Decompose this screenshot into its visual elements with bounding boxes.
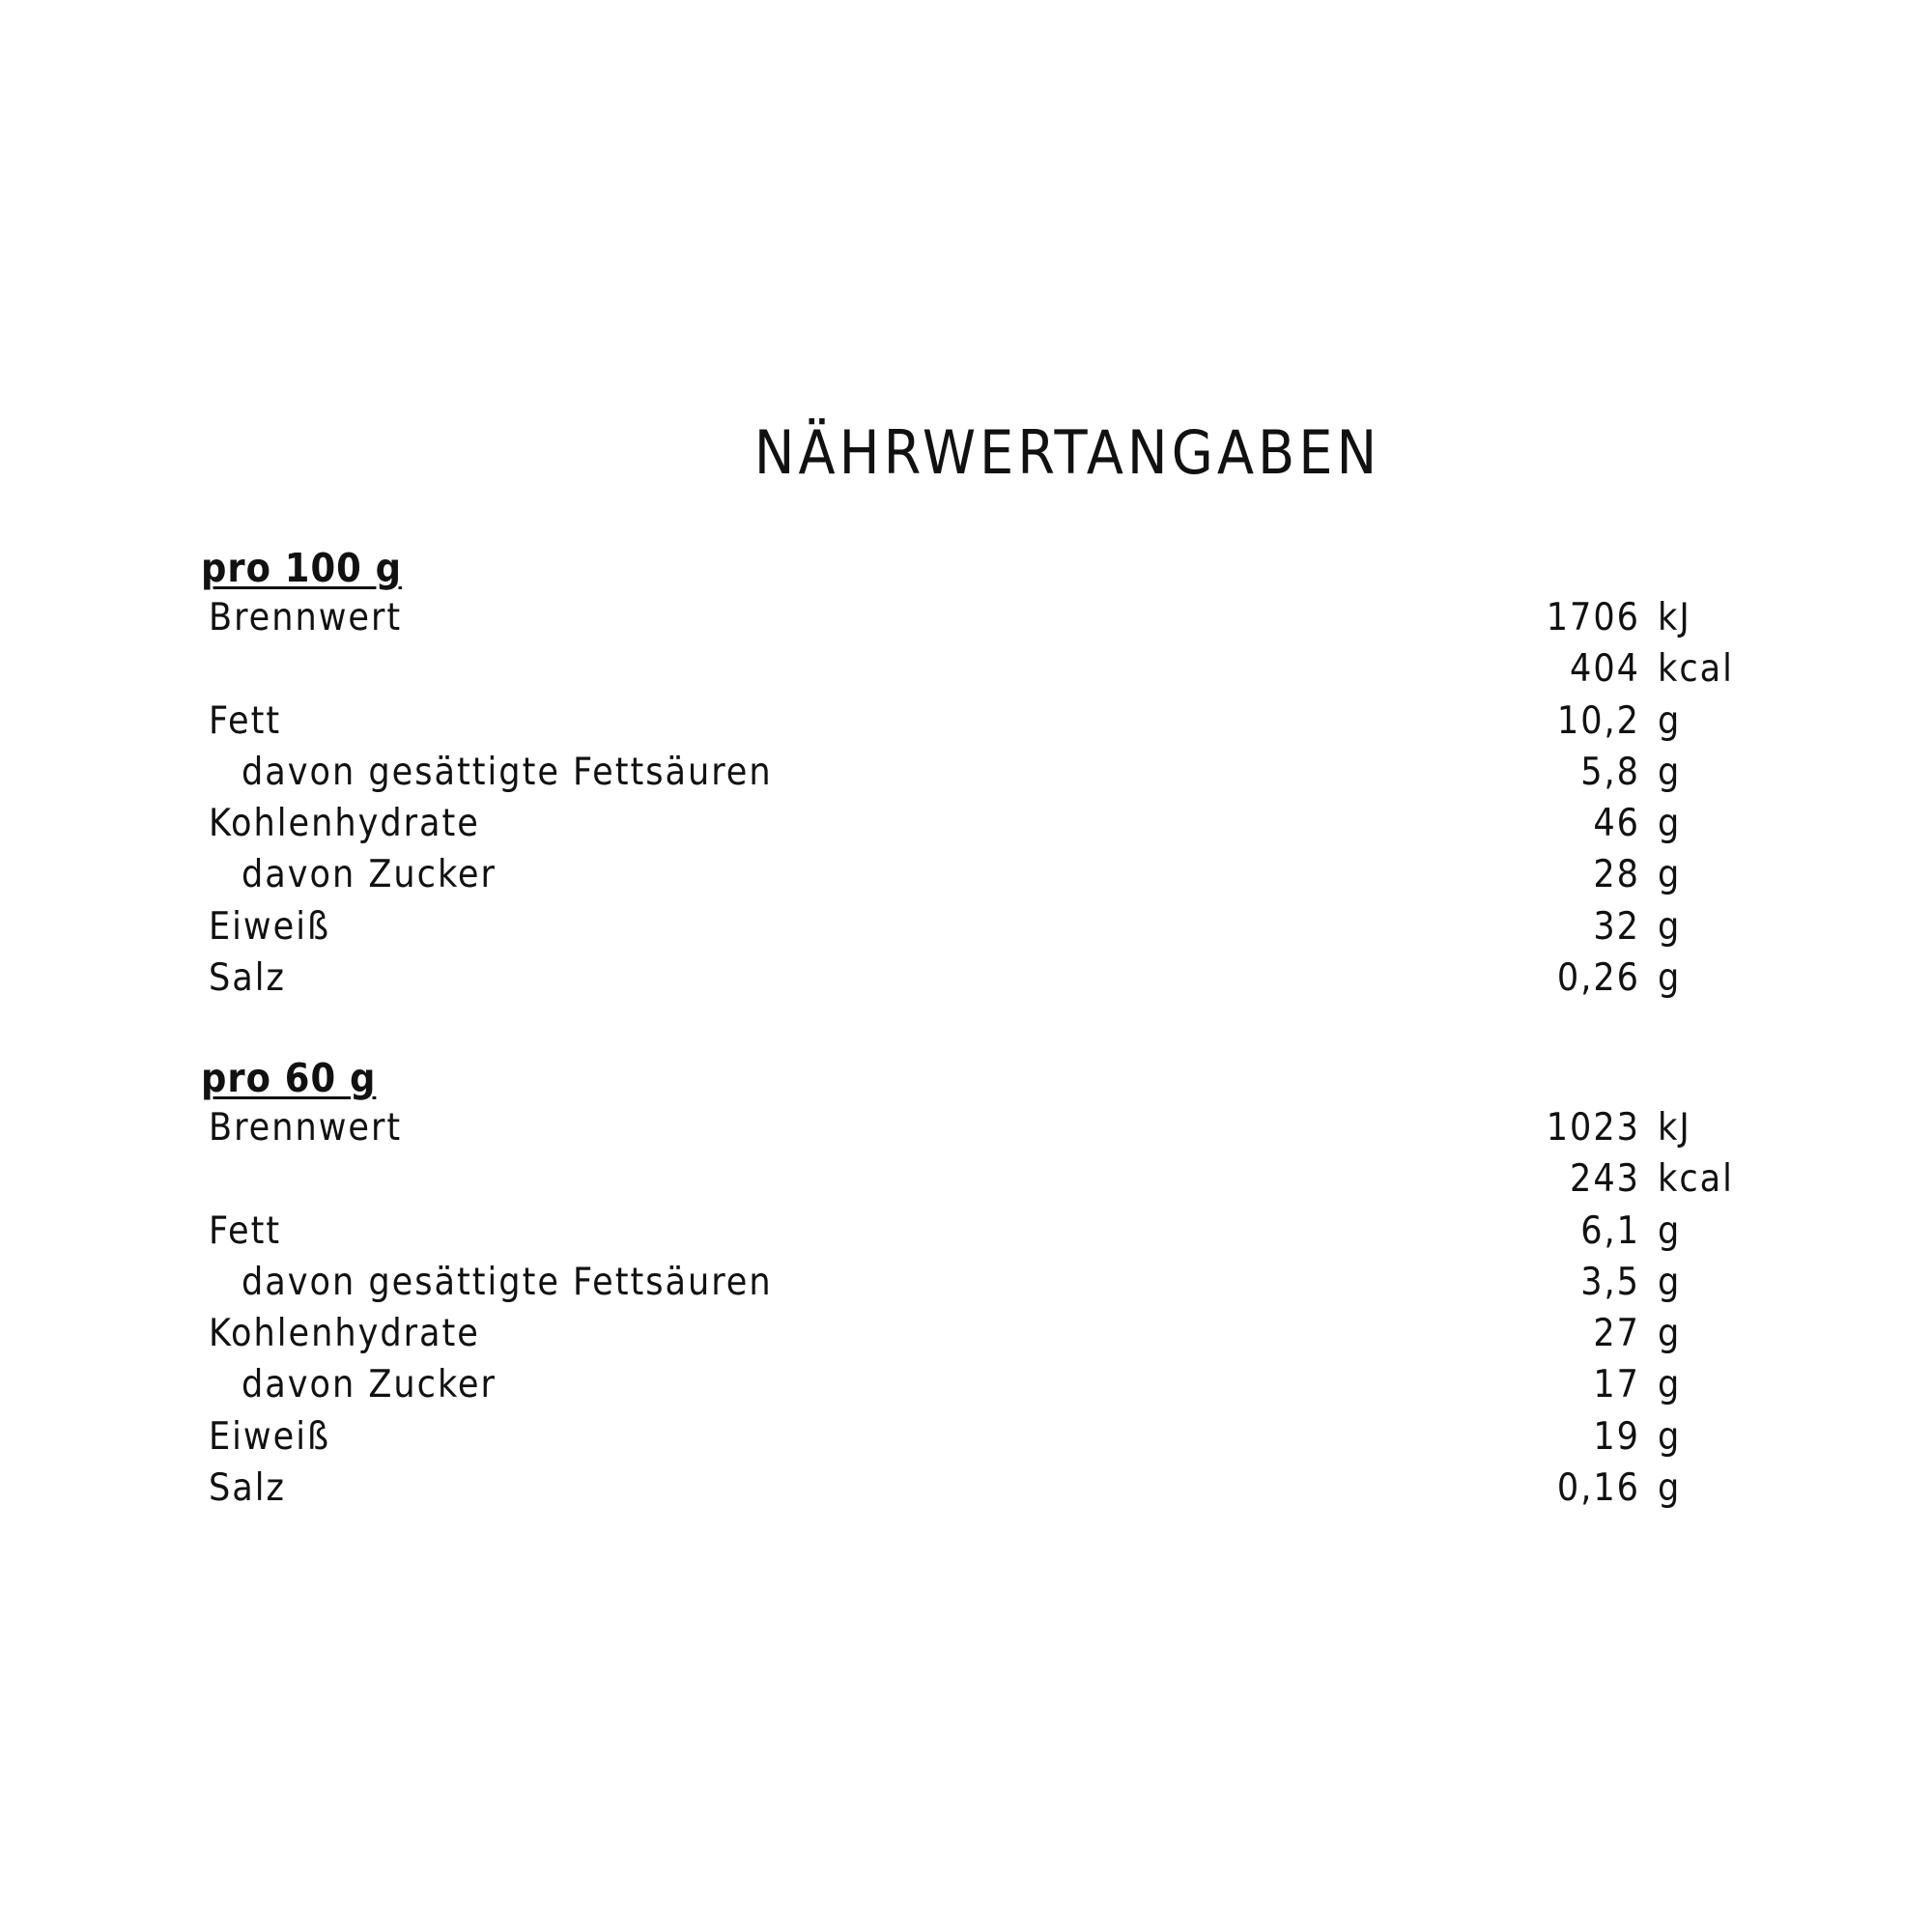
- row-label: Brennwert: [209, 1106, 403, 1150]
- nutrition-row-saturated-fat: [201, 1257, 1747, 1308]
- row-unit: g: [1658, 1312, 1682, 1356]
- row-unit: kcal: [1658, 647, 1734, 692]
- nutrition-row-energy-kj: [201, 592, 1747, 643]
- row-label: davon gesättigte Fettsäuren: [242, 750, 773, 794]
- section-heading: pro 60 g: [201, 1055, 377, 1101]
- nutrition-section-per-100g: [201, 544, 1747, 1004]
- row-label: davon gesättigte Fettsäuren: [242, 1260, 773, 1304]
- row-value: 6,1: [1580, 1208, 1640, 1253]
- row-unit: g: [1658, 750, 1682, 794]
- row-value: 1023: [1546, 1106, 1640, 1150]
- nutrition-row-protein: [201, 1411, 1747, 1463]
- row-value: 32: [1593, 904, 1640, 949]
- row-unit: g: [1658, 904, 1682, 949]
- row-value: 5,8: [1580, 750, 1640, 794]
- nutrition-row-energy-kcal: [201, 643, 1747, 695]
- row-value: 27: [1593, 1312, 1640, 1356]
- row-value: 0,16: [1556, 1466, 1640, 1511]
- row-label: davon Zucker: [242, 1363, 497, 1407]
- row-unit: g: [1658, 1414, 1682, 1459]
- row-value: 243: [1570, 1157, 1640, 1202]
- nutrition-row-energy-kj: [201, 1102, 1747, 1153]
- row-value: 404: [1570, 647, 1640, 692]
- row-unit: kcal: [1658, 1157, 1734, 1202]
- row-label: Fett: [209, 698, 282, 743]
- row-unit: g: [1658, 956, 1682, 1001]
- row-value: 28: [1593, 853, 1640, 897]
- row-value: 0,26: [1556, 956, 1640, 1001]
- page-title: NÄHRWERTANGABEN: [753, 417, 1381, 488]
- row-value: 1706: [1546, 596, 1640, 639]
- row-label: Salz: [209, 1466, 286, 1511]
- nutrition-row-sugar: [201, 849, 1747, 900]
- nutrition-section-per-60g: [201, 1054, 1747, 1514]
- row-value: 3,5: [1580, 1260, 1640, 1304]
- nutrition-row-salt: [201, 1463, 1747, 1514]
- row-unit: g: [1658, 1260, 1682, 1304]
- row-label: Fett: [209, 1208, 282, 1253]
- nutrition-row-protein: [201, 901, 1747, 952]
- row-label: Brennwert: [209, 596, 403, 639]
- row-unit: g: [1658, 1363, 1682, 1407]
- row-label: Kohlenhydrate: [209, 802, 480, 846]
- nutrition-row-carbohydrates: [201, 1308, 1747, 1359]
- row-label: Kohlenhydrate: [209, 1312, 480, 1356]
- row-unit: g: [1658, 698, 1682, 743]
- row-value: 19: [1593, 1414, 1640, 1459]
- row-unit: g: [1658, 1208, 1682, 1253]
- nutrition-row-fat: [201, 696, 1747, 747]
- row-unit: kJ: [1658, 1106, 1691, 1150]
- row-label: Salz: [209, 956, 286, 1001]
- nutrition-row-energy-kcal: [201, 1153, 1747, 1205]
- row-unit: g: [1658, 802, 1682, 846]
- row-value: 10,2: [1556, 698, 1640, 743]
- row-label: davon Zucker: [242, 853, 497, 897]
- nutrition-row-salt: [201, 952, 1747, 1004]
- row-label: Eiweiß: [209, 904, 331, 949]
- row-unit: g: [1658, 853, 1682, 897]
- nutrition-row-fat: [201, 1206, 1747, 1257]
- row-value: 46: [1593, 802, 1640, 846]
- nutrition-row-sugar: [201, 1359, 1747, 1410]
- row-unit: kJ: [1658, 596, 1691, 639]
- row-label: Eiweiß: [209, 1414, 331, 1459]
- section-heading: pro 100 g: [201, 545, 403, 591]
- row-unit: g: [1658, 1466, 1682, 1511]
- nutrition-row-saturated-fat: [201, 747, 1747, 798]
- nutrition-row-carbohydrates: [201, 798, 1747, 849]
- row-value: 17: [1593, 1363, 1640, 1407]
